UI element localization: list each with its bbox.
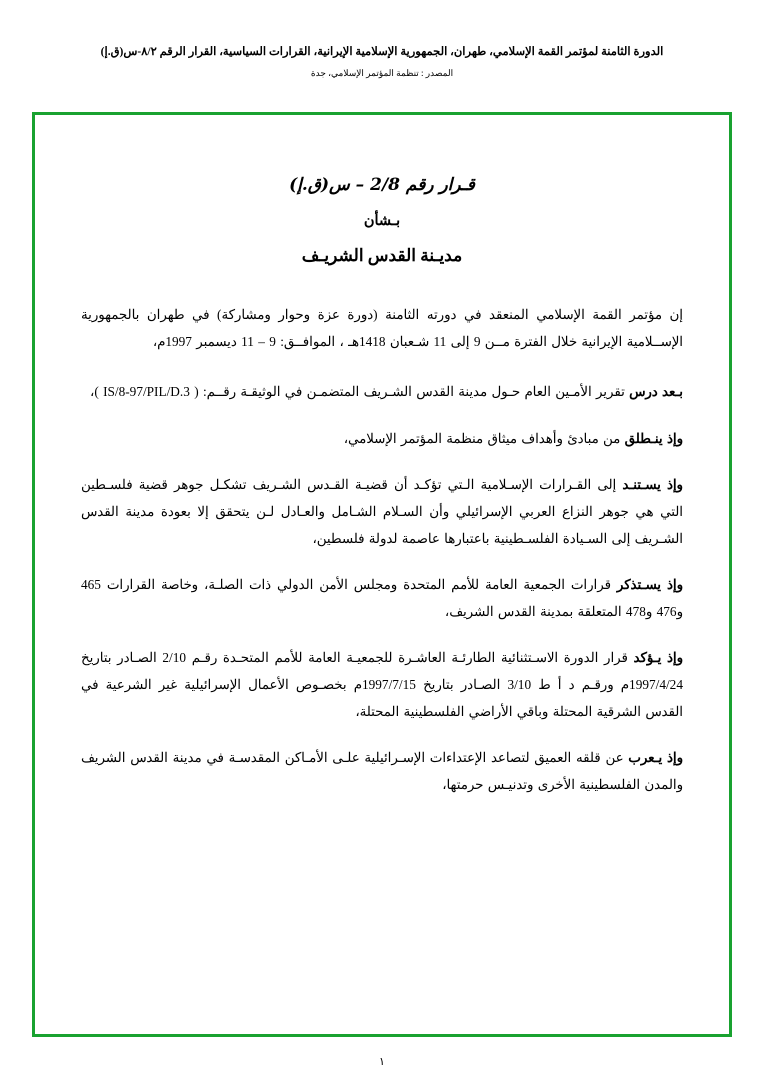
paragraph-text: عن قلقه العميق لتصاعد الإعتداءات الإسـرائيلية علـى الأمـاكن المقدسـة في مدينة القدس الشريف والمدن الفلسطينية الأخرى وتدنيـس حرمتها، <box>81 750 683 792</box>
paragraph-text: قرارات الجمعية العامة للأمم المتحدة ومجلس الأمن الدولي ذات الصلـة، وخاصة القرارات 465 و476 و478 المتعلقة بمدينة القدس الشريف، <box>81 577 683 619</box>
header-title-line: الدورة الثامنة لمؤتمر القمة الإسلامي، طهران، الجمهورية الإسلامية الإيرانية، القرارات السياسية، القرار الرقم ٨/٢-س(ق.إ) <box>100 46 664 58</box>
paragraph <box>81 379 683 406</box>
page-number: ١ <box>379 1056 385 1068</box>
subject-label: بـشأن <box>363 213 401 229</box>
paragraph-text: إن مؤتمر القمة الإسلامي المنعقد في دورته الثامنة (دورة عزة وحوار ومشاركة) في طهران بالجمهورية الإســلامية الإيرانية خلال الفترة مــن 9 إلى 11 شـعبان 1418هـ ، الموافــق: 9 – 11 ديسمبر 1997م، <box>81 307 683 349</box>
header-source-line: المصدر : تنظمة المؤتمر الإسلامي، جدة <box>310 68 454 79</box>
page-title: مديـنة القدس الشريـف <box>301 246 463 265</box>
frame-content <box>35 115 729 1034</box>
paragraph-lead: وإذ يسـتنـد <box>622 477 683 493</box>
title-block <box>81 175 683 266</box>
paragraph-lead: وإذ يـعرب <box>628 750 683 766</box>
paragraph <box>81 745 683 798</box>
paragraph-text: قرار الدورة الاسـتثنائية الطارئـة العاشـرة للجمعيـة العامة للأمم المتحـدة رقـم 2/10 الصـادر بتاريخ 1997/4/24م ورقـم د أ ط 3/10 الصـادر بتاريخ 1997/7/15م بخصـوص الأعمال الإسرائيلية غير الشرعية في القدس الشرقية المحتلة وباقي الأراضي الفلسطينية المحتلة، <box>81 650 683 719</box>
resolution-number: قـرار رقم 2/8 – س(ق.إ) <box>289 175 475 195</box>
paragraph <box>81 645 683 725</box>
paragraph-text: إلى القـرارات الإسـلامية الـتي تؤكـد أن قضيـة القـدس الشـريف تشكـل جوهر قضية فلسـطين التي هي جوهر النزاع العربي الإسرائيلي وأن السـلام الشـامل والعـادل لـن يتحقق إلا بعودة مدينة القدس الشـريف إلى السـيادة الفلسـطينية باعتبارها عاصمة لدولة فلسطين، <box>81 477 683 546</box>
paragraph <box>81 472 683 552</box>
paragraph-lead: بـعد درس <box>629 384 683 400</box>
paragraph <box>81 572 683 625</box>
paragraph-lead: وإذ ينـطلق <box>624 430 683 446</box>
paragraph <box>81 302 683 355</box>
paragraph-lead: وإذ يـؤكد <box>633 650 684 666</box>
paragraph-text: من مبادئ وأهداف ميثاق منظمة المؤتمر الإسلامي، <box>343 430 625 446</box>
document-body <box>81 302 683 798</box>
paragraph <box>81 426 683 453</box>
paragraph-text: تقرير الأمـين العام حـول مدينة القدس الشـريف المتضمـن في الوثيقـة رقــم: ( IS/8-97/PIL/D.3 )، <box>90 384 630 400</box>
paragraph-lead: وإذ يسـتذكر <box>616 577 683 593</box>
green-border-frame <box>32 112 732 1037</box>
document-header <box>0 0 764 79</box>
